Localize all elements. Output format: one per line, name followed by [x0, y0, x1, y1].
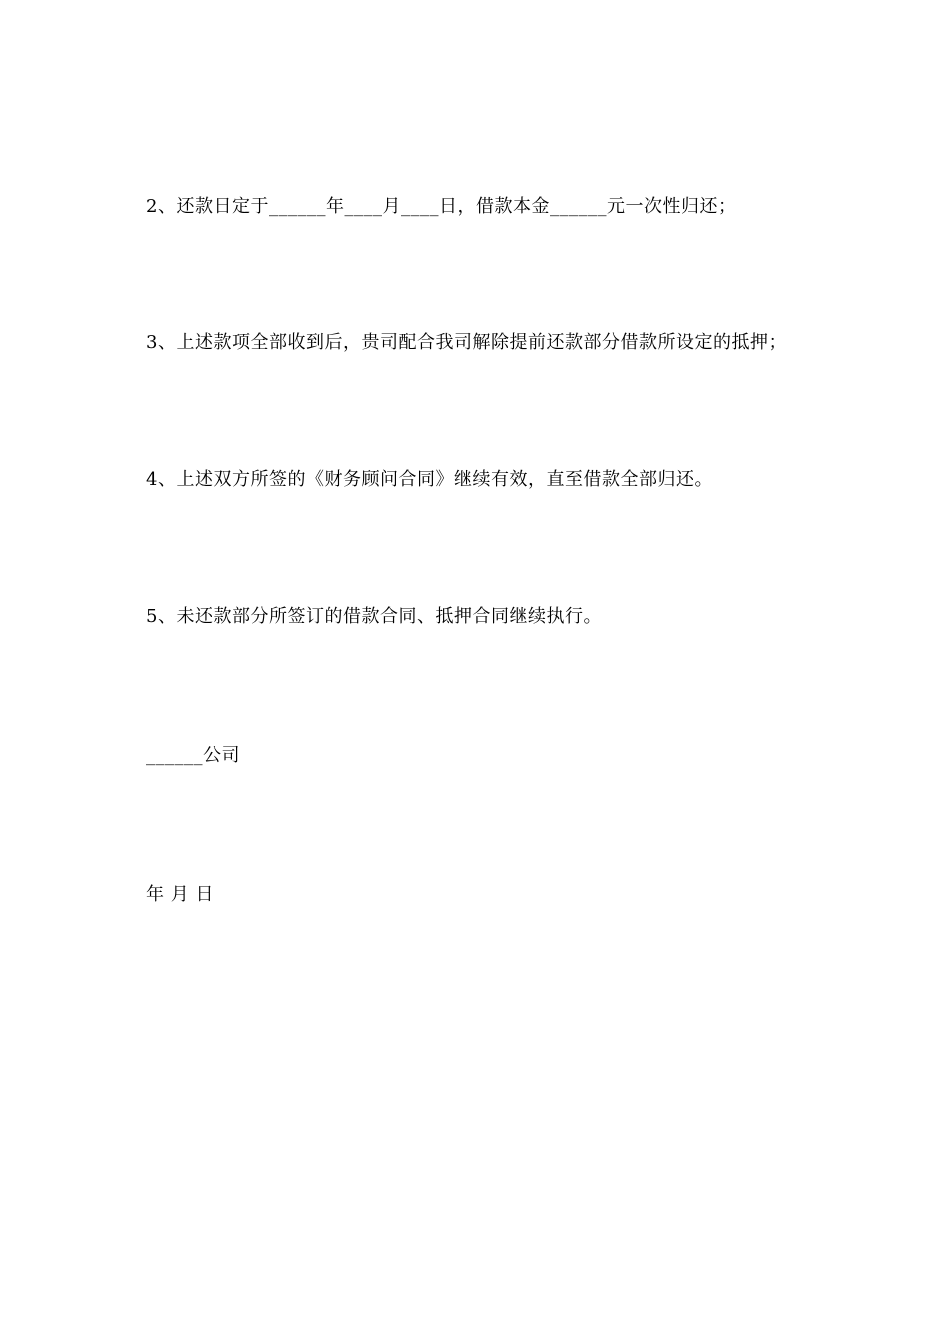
clause-2-repayment-date: 2、还款日定于______年____月____日，借款本金______元一次性归还；: [146, 196, 737, 217]
signature-date: 年 月 日: [146, 884, 214, 905]
signature-company: ______公司: [146, 745, 240, 766]
clause-4-contract-validity: 4、上述双方所签的《财务顾问合同》继续有效，直至借款全部归还。: [146, 469, 713, 490]
clause-5-continued-execution: 5、未还款部分所签订的借款合同、抵押合同继续执行。: [146, 606, 602, 627]
clause-3-mortgage-release: 3、上述款项全部收到后，贵司配合我司解除提前还款部分借款所设定的抵押；: [146, 332, 787, 353]
